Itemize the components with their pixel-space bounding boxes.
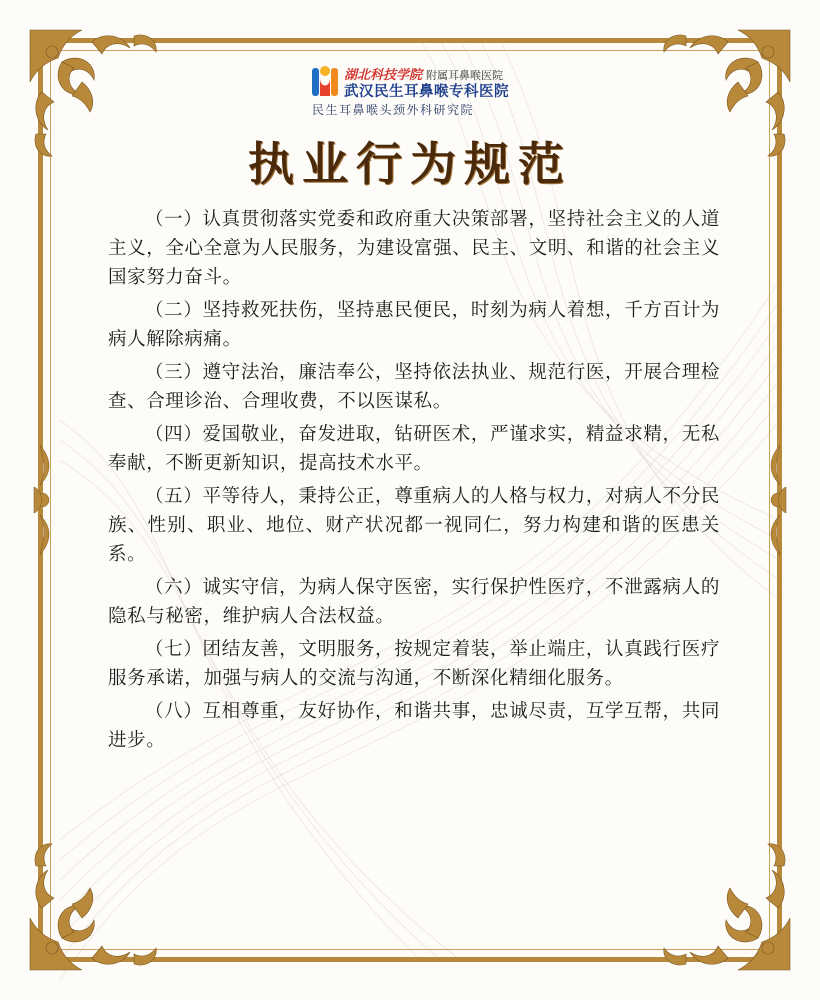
regulation-item-6: （六）诚实守信，为病人保守医密，实行保护性医疗，不泄露病人的隐私与秘密，维护病人合法权益。 (108, 577, 720, 627)
corner-ornament-bottom-right (648, 828, 798, 978)
hospital-logo-block (312, 62, 552, 116)
side-ornament-left (30, 445, 60, 555)
logo-university-script: 湖北科技学院 (344, 68, 423, 83)
regulation-item-5: （五）平等待人，秉持公正，尊重病人的人格与权力，对病人不分民族、性别、职业、地位、财产状况都一视同仁，努力构建和谐的医患关系。 (108, 486, 720, 565)
hospital-name: 武汉民生耳鼻喉专科医院 (344, 84, 509, 100)
regulation-item-8: （八）互相尊重，友好协作，和谐共事，忠诚尽责，互学互帮，共同进步。 (108, 701, 720, 751)
page-title: 执业行为规范 (248, 137, 572, 191)
regulation-item-1: （一）认真贯彻落实党委和政府重大决策部署，坚持社会主义的人道主义，全心全意为人民服务，为建设富强、民主、文明、和谐的社会主义国家努力奋斗。 (108, 209, 720, 288)
regulation-item-4: （四）爱国敬业，奋发进取，钻研医术，严谨求实，精益求精，无私奉献，不断更新知识，提高技术水平。 (108, 424, 720, 474)
regulation-content (108, 205, 720, 759)
corner-ornament-bottom-left (22, 828, 172, 978)
logo-affiliate-text: 附属耳鼻喉医院 (426, 69, 504, 82)
institute-name: 民生耳鼻喉头颈外科研究院 (312, 103, 475, 117)
regulation-item-3: （三）遵守法治，廉洁奉公，坚持依法执业、规范行医，开展合理检查、合理诊治、合理收费，不以医谋私。 (108, 362, 720, 412)
regulation-item-2: （二）坚持救死扶伤，坚持惠民便民，时刻为病人着想，千方百计为病人解除病痛。 (108, 300, 720, 350)
side-ornament-right (760, 445, 790, 555)
regulation-item-7: （七）团结友善，文明服务，按规定着装，举止端庄，认真践行医疗服务承诺，加强与病人的交流与沟通，不断深化精细化服务。 (108, 639, 720, 689)
hospital-logo-icon (312, 64, 338, 98)
